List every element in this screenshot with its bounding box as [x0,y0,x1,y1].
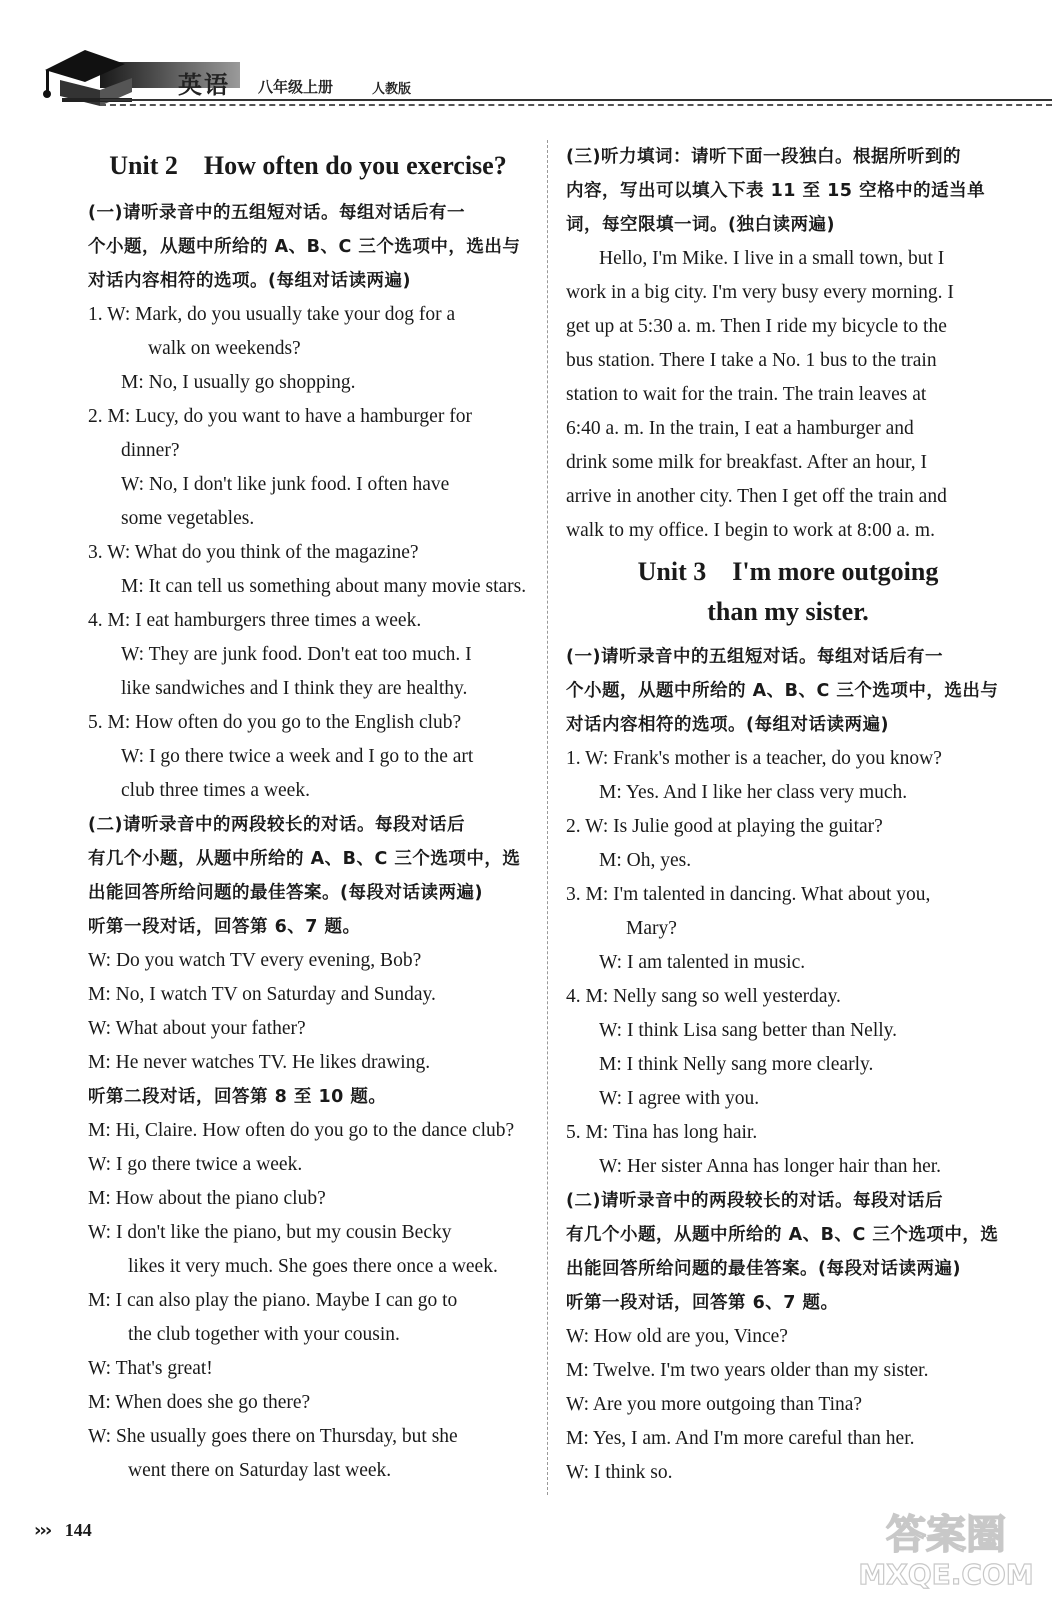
unit-3-title-line-1: Unit 3 I'm more outgoing [637,557,939,586]
text-line: W: That's great! [88,1358,213,1379]
text-line: station to wait for the train. The train leaves at [566,384,927,405]
text-line: 有几个小题，从题中所给的 A、B、C 三个选项中，选 [88,849,521,869]
text-line: get up at 5:30 a. m. Then I ride my bicycle to the [566,316,947,337]
unit-3-title [566,552,1010,632]
text-line: 2. W: Is Julie good at playing the guitar? [566,816,883,837]
text-line: W: I am talented in music. [599,952,806,973]
left-text-lines [88,196,528,1488]
text-line: M: I think Nelly sang more clearly. [599,1054,874,1075]
text-line: W: She usually goes there on Thursday, but she [88,1426,458,1447]
text-line: M: He never watches TV. He likes drawing. [88,1052,431,1073]
text-line: 听第二段对话，回答第 8 至 10 题。 [88,1087,387,1107]
text-line: W: They are junk food. Don't eat too much. I [121,644,472,665]
text-line: went there on Saturday last week. [128,1460,392,1481]
text-line: 4. M: Nelly sang so well yesterday. [566,986,841,1007]
text-line: W: I don't like the piano, but my cousin Becky [88,1222,452,1243]
page-footer [34,1520,92,1541]
text-line: M: Oh, yes. [599,850,692,871]
edition-label: 人教版 [372,82,412,97]
text-line: walk on weekends? [148,338,301,359]
text-line: 3. M: I'm talented in dancing. What about you, [566,884,931,905]
page-header [0,0,1052,115]
footer-arrows: ››› [34,1520,51,1541]
subject-title: 英语 [178,71,230,99]
text-line: 对话内容相符的选项。(每组对话读两遍) [88,271,411,291]
right-text-lines-bottom [566,640,1010,1490]
text-line: (三)听力填词：请听下面一段独白。根据所听到的 [566,147,961,167]
text-line: 词，每空限填一词。(独白读两遍) [566,215,835,235]
text-line: walk to my office. I begin to work at 8:00 a. m. [566,520,935,541]
text-line: 出能回答所给问题的最佳答案。(每段对话读两遍) [566,1259,961,1279]
text-line: 听第一段对话，回答第 6、7 题。 [566,1293,839,1313]
text-line: (二)请听录音中的两段较长的对话。每段对话后 [566,1191,943,1211]
text-line: M: When does she go there? [88,1392,311,1413]
text-line: M: Yes, I am. And I'm more careful than her. [566,1428,915,1449]
watermark-line-1: 答案圈 [886,1512,1006,1558]
header-dashed-rule [100,104,1052,106]
text-line: (一)请听录音中的五组短对话。每组对话后有一 [88,203,465,223]
watermark-line-2: MXQE.COM [858,1558,1034,1591]
text-line: M: It can tell us something about many movie stars. [121,576,527,597]
text-line: 内容，写出可以填入下表 11 至 15 空格中的适当单 [566,181,986,201]
text-line: dinner? [121,440,180,461]
text-line: 6:40 a. m. In the train, I eat a hamburger and [566,418,914,439]
text-line: club three times a week. [121,780,310,801]
page-number: 144 [64,1520,92,1540]
text-line: M: How about the piano club? [88,1188,326,1209]
text-line: W: I go there twice a week and I go to the art [121,746,474,767]
text-line: work in a big city. I'm very busy every morning. I [566,282,954,303]
text-line: 4. M: I eat hamburgers three times a week. [88,610,422,631]
text-line: drink some milk for breakfast. After an hour, I [566,452,927,473]
text-line: arrive in another city. Then I get off the train and [566,486,947,507]
header-rule [100,99,1052,101]
text-line: W: Her sister Anna has longer hair than her. [599,1156,942,1177]
left-column [88,140,528,1488]
right-text-lines-top [566,140,1010,548]
text-line: W: I think Lisa sang better than Nelly. [599,1020,898,1041]
text-line: W: What about your father? [88,1018,306,1039]
text-line: 2. M: Lucy, do you want to have a hamburger for [88,406,472,427]
text-line: likes it very much. She goes there once a week. [128,1256,498,1277]
text-line: 5. M: Tina has long hair. [566,1122,758,1143]
text-line: M: No, I watch TV on Saturday and Sunday. [88,984,436,1005]
text-line: W: I think so. [566,1462,673,1483]
text-line: 3. W: What do you think of the magazine? [88,542,419,563]
text-line: 1. W: Frank's mother is a teacher, do you know? [566,748,942,769]
text-line: 个小题，从题中所给的 A、B、C 三个选项中，选出与 [88,237,521,257]
text-line: M: Twelve. I'm two years older than my sister. [566,1360,929,1381]
text-line: M: Yes. And I like her class very much. [599,782,908,803]
text-line: 有几个小题，从题中所给的 A、B、C 三个选项中，选 [566,1225,999,1245]
unit-2-title: Unit 2 How often do you exercise? [109,151,507,180]
text-line: some vegetables. [121,508,255,529]
text-line: Mary? [626,918,677,939]
text-line: W: Do you watch TV every evening, Bob? [88,950,422,971]
text-line: bus station. There I take a No. 1 bus to the train [566,350,937,371]
text-line: M: No, I usually go shopping. [121,372,356,393]
text-line: M: Hi, Claire. How often do you go to the dance club? [88,1120,515,1141]
grade-label: 八年级上册 [258,78,334,96]
text-line: M: I can also play the piano. Maybe I can go to [88,1290,458,1311]
text-line: 5. M: How often do you go to the English club? [88,712,462,733]
watermark-logo [846,1500,1046,1596]
unit-3-title-line-2: than my sister. [707,597,869,626]
text-line: like sandwiches and I think they are healthy. [121,678,468,699]
text-line: W: I go there twice a week. [88,1154,303,1175]
text-line: 对话内容相符的选项。(每组对话读两遍) [566,715,889,735]
text-line: W: How old are you, Vince? [566,1326,788,1347]
text-line: W: No, I don't like junk food. I often have [121,474,450,495]
text-line: W: Are you more outgoing than Tina? [566,1394,863,1415]
text-line: the club together with your cousin. [128,1324,400,1345]
text-line: 1. W: Mark, do you usually take your dog for a [88,304,456,325]
right-column [566,140,1010,1490]
column-divider [547,140,548,1495]
text-line: 出能回答所给问题的最佳答案。(每段对话读两遍) [88,883,483,903]
text-line: Hello, I'm Mike. I live in a small town, but I [599,248,945,269]
text-line: 个小题，从题中所给的 A、B、C 三个选项中，选出与 [566,681,999,701]
text-line: W: I agree with you. [599,1088,760,1109]
text-line: 听第一段对话，回答第 6、7 题。 [88,917,361,937]
text-line: (一)请听录音中的五组短对话。每组对话后有一 [566,647,943,667]
text-line: (二)请听录音中的两段较长的对话。每段对话后 [88,815,465,835]
